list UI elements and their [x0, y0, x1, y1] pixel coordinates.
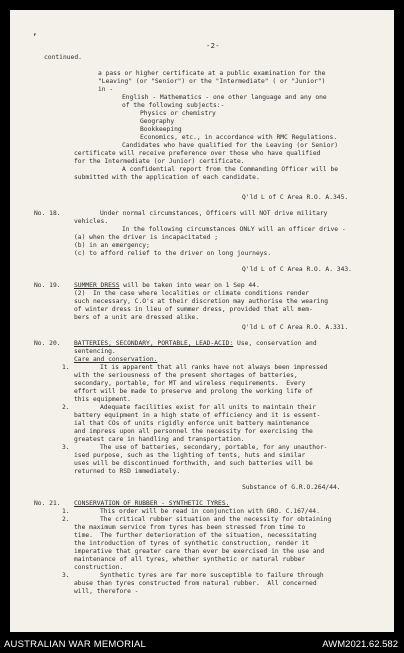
order-line: The critical rubber situation and the necessity for obtaining [100, 516, 332, 523]
order-line: time. The further deterioration of the situation, necessitating [74, 532, 317, 539]
continued-label: continued. [44, 54, 82, 61]
order-line: (2) In the case where localities or climate conditions render [74, 290, 310, 297]
order-line: uses will be discontinued forthwith, and such batteries will be [74, 460, 313, 467]
order-line: the maximum service from tyres has been stressed from time to [74, 524, 306, 531]
order-number: No. 18. [34, 210, 61, 217]
section-heading: CONSERVATION OF RUBBER - SYNTHETIC TYRES. [74, 500, 230, 507]
cert-line: certificate will receive preference over those who have qualified [74, 150, 321, 157]
sub-heading: Care and conservation. [74, 356, 158, 363]
para-number: 1. [62, 364, 70, 371]
order-line: this equipment. [74, 396, 131, 403]
order-line: will, therefore - [74, 588, 139, 595]
subject-line: Physics or chemistry [140, 110, 216, 117]
para-number: 2. [62, 516, 70, 523]
order-line: ial that COs of units rigidly enforce unit battery maintenance [74, 420, 310, 427]
order-line: returned to RSD immediately. [74, 468, 181, 475]
order-line: Under normal circumstances, Officers will NOT drive military [100, 210, 328, 217]
order-line: Adequate facilities exist for all units to maintain their [100, 404, 317, 411]
reference: Q'ld L of C Area R.O. A. 343. [242, 266, 352, 273]
order-line: and impress upon all personnel the necessity for exercising the [74, 428, 313, 435]
order-line: Synthetic tyres are far more susceptible to failure through [100, 572, 324, 579]
page-number: -2- [206, 41, 220, 50]
subject-line: English - Mathematics - one other language and any one [122, 94, 327, 101]
order-line: bers of a unit are dressed alike. [74, 314, 200, 321]
para-number: 2. [62, 404, 70, 411]
cert-line: Candidates who have qualified for the Leaving (or Senior) [122, 142, 339, 149]
order-line: (a) when the driver is incapacitated ; [74, 234, 219, 241]
order-line: In the following circumstances ONLY will an officer drive - [122, 226, 346, 233]
order-line: ised purpose, such as the lighting of tents, huts and similar [74, 452, 306, 459]
order-line: (b) in an emergency; [74, 242, 150, 249]
order-line: imperative that greater care than ever be exercised in the use and [74, 548, 325, 555]
reference: Substance of G.R.O.264/44. [242, 484, 341, 491]
reference: Q'ld L of C Area R.O. A.345. [242, 194, 349, 201]
order-line: SUMMER DRESS will be taken into wear on 1 Sep 44. [74, 282, 260, 289]
order-line: construction. [74, 564, 124, 571]
footer-bar [0, 637, 404, 653]
order-number: No. 20. [34, 340, 61, 347]
subject-line: Bookkeeping [140, 126, 182, 133]
subject-line: Geography [140, 118, 175, 125]
order-line: (c) to afford relief to the driver on long journeys. [74, 250, 272, 257]
para-number: 1. [62, 508, 70, 515]
document-page [10, 10, 394, 632]
section-heading: BATTERIES, SECONDARY, PORTABLE, LEAD-ACID: [74, 340, 234, 347]
order-line: with the seriousness of the present shortages of batteries, [74, 372, 298, 379]
footer-source: AUSTRALIAN WAR MEMORIAL [4, 639, 147, 650]
cert-line: submitted with the application of each candidate. [74, 174, 260, 181]
order-number: No. 19. [34, 282, 61, 289]
order-line: This order will be read in conjunction with GRO. C.167/44. [100, 508, 320, 515]
para-number: 3. [62, 572, 70, 579]
footer-accession: AWM2021.62.582 [322, 639, 398, 650]
order-line: abuse than tyres constructed from natural rubber. All concerned [74, 580, 317, 587]
section-heading: SUMMER DRESS [74, 282, 120, 289]
order-line: sentencing. [74, 348, 116, 355]
order-line: It is apparent that all ranks have not always been impressed [100, 364, 328, 371]
order-number: No. 21. [34, 500, 61, 507]
order-line: battery equipment in a high state of efficiency and it is essent- [74, 412, 321, 419]
subject-line: of the following subjects:- [122, 102, 225, 109]
order-line: of winter dress in lieu of summer dress, provided that all mem- [74, 306, 313, 313]
order-line: maintenance of all tyres, whether synthetic or natural rubber [74, 556, 306, 563]
order-line: vehicles. [74, 218, 109, 225]
order-line: such necessary, C.O's at their discretion may authorise the wearing [74, 298, 329, 305]
order-line: greatest care in handling and transportation. [74, 436, 245, 443]
pencil-mark: ‘ [32, 33, 38, 43]
cert-line: A confidential report from the Commanding Officer will be [122, 166, 339, 173]
order-line: secondary, portable, for MT and wireless requirements. Every [74, 380, 306, 387]
order-line: BATTERIES, SECONDARY, PORTABLE, LEAD-ACID: Use, conservation and [74, 340, 317, 347]
cert-line: in - [98, 86, 114, 93]
cert-line: a pass or higher certificate at a public examination for the [98, 70, 326, 77]
cert-line: for the Intermediate (or Junior) certificate. [74, 158, 245, 165]
reference: Q'ld L of C Area R.O. A.331. [242, 324, 349, 331]
cert-line: "Leaving" (or "Senior") or the "Intermediate" ( or "Junior") [98, 78, 326, 85]
order-line: the introduction of tyres of synthetic construction, render it [74, 540, 310, 547]
subject-line: Economics, etc., in accordance with RMC Regulations. [140, 134, 338, 141]
order-line: The use of batteries, secondary, portable, for any unauthor- [100, 444, 328, 451]
order-line: effort will be made to preserve and prolong the working life of [74, 388, 313, 395]
para-number: 3. [62, 444, 70, 451]
